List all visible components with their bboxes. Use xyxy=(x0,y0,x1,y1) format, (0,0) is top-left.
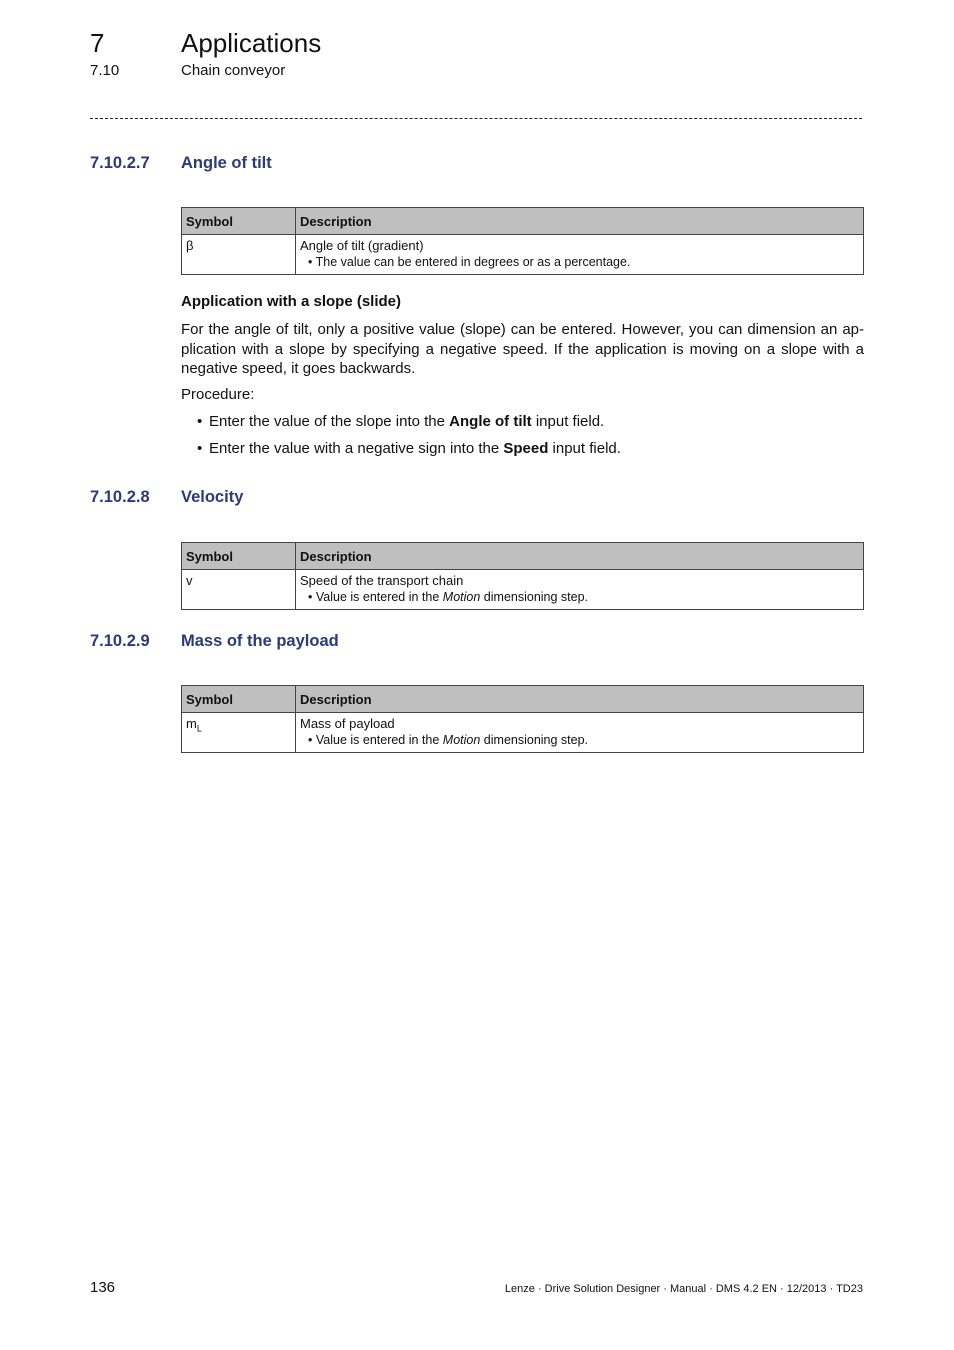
field-name-angle-of-tilt: Angle of tilt xyxy=(449,413,532,430)
description-bullet: • Value is entered in the Motion dimensioning step. xyxy=(308,733,589,747)
description-bullet: • The value can be entered in degrees or as a percentage. xyxy=(308,255,631,269)
description-text: Mass of payload xyxy=(300,716,395,731)
description-text: Speed of the transport chain xyxy=(300,573,464,588)
chapter-number: 7 xyxy=(90,28,105,58)
heading-mass-of-payload: Mass of the payload xyxy=(181,632,339,650)
description-cell xyxy=(296,713,864,753)
procedure-label: Procedure: xyxy=(181,386,255,403)
page-number: 136 xyxy=(90,1279,116,1296)
table-header-symbol: Symbol xyxy=(182,686,296,713)
heading-velocity: Velocity xyxy=(181,488,244,506)
table-header-description: Description xyxy=(296,208,864,235)
description-cell xyxy=(296,235,864,275)
step-text: Enter the value of the slope into the xyxy=(209,413,450,430)
table-header-description: Description xyxy=(296,686,864,713)
description-bullet: • Value is entered in the Motion dimensioning step. xyxy=(308,590,589,604)
table-mass-of-payload xyxy=(181,685,864,753)
section-number: 7.10 xyxy=(90,62,120,79)
step-text: Enter the value with a negative sign into the xyxy=(209,440,504,457)
slope-paragraph: For the angle of tilt, only a positive value (slope) can be entered. However, you can dimension an ap-plication with a slope by specifying a negative speed. If the application is moving on a slope with a negative speed, it goes backwards. xyxy=(181,321,864,378)
table-velocity xyxy=(181,542,864,610)
step-text: input field. xyxy=(548,440,621,457)
chapter-title: Applications xyxy=(181,28,322,58)
field-name-speed: Speed xyxy=(503,440,549,457)
description-text: Angle of tilt (gradient) xyxy=(300,238,424,253)
table-row xyxy=(182,570,864,610)
table-angle-of-tilt xyxy=(181,207,864,275)
table-header-description: Description xyxy=(296,543,864,570)
description-cell xyxy=(296,570,864,610)
bullet-icon: • xyxy=(197,413,203,430)
step-text: input field. xyxy=(531,413,605,430)
table-row xyxy=(182,235,864,275)
heading-mass-number: 7.10.2.9 xyxy=(90,632,150,650)
slope-subheading: Application with a slope (slide) xyxy=(181,293,402,310)
table-header-symbol: Symbol xyxy=(182,208,296,235)
list-item xyxy=(197,413,604,430)
footer-doc-info: Lenze · Drive Solution Designer · Manual · DMS 4.2 EN · 12/2013 · TD23 xyxy=(504,1283,863,1295)
symbol-m: m xyxy=(186,716,197,731)
section-title: Chain conveyor xyxy=(181,62,286,79)
table-row xyxy=(182,713,864,753)
list-item xyxy=(197,440,621,457)
bullet-icon: • xyxy=(197,440,203,457)
symbol-cell xyxy=(182,235,296,275)
heading-angle-of-tilt-number: 7.10.2.7 xyxy=(90,154,150,172)
table-header-symbol: Symbol xyxy=(182,543,296,570)
header-divider xyxy=(90,118,862,119)
symbol-cell xyxy=(182,570,296,610)
symbol-v: v xyxy=(186,573,193,588)
heading-velocity-number: 7.10.2.8 xyxy=(90,488,150,506)
heading-angle-of-tilt: Angle of tilt xyxy=(181,154,272,172)
symbol-subscript: L xyxy=(196,723,202,734)
symbol-beta: β xyxy=(186,238,194,253)
symbol-cell xyxy=(182,713,296,753)
